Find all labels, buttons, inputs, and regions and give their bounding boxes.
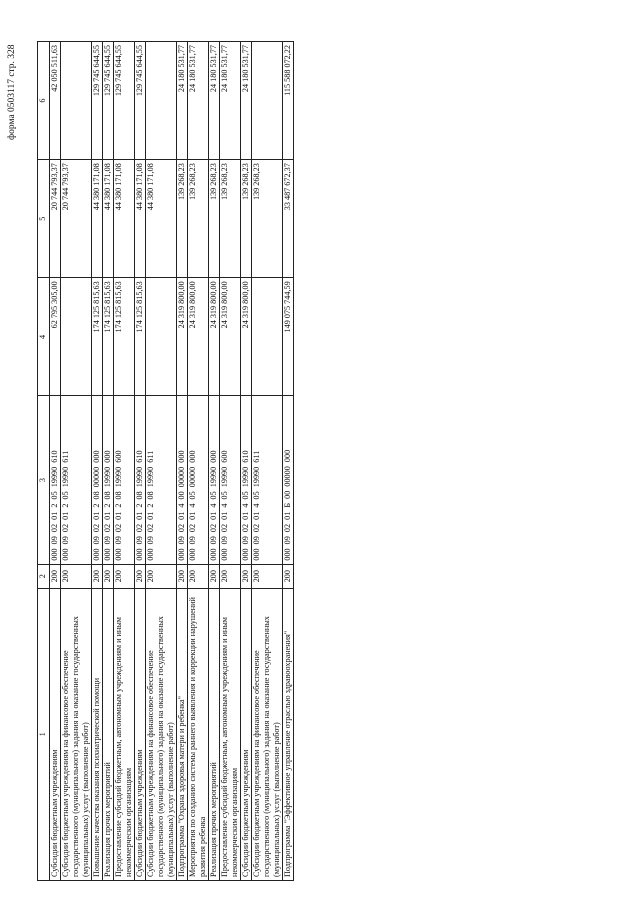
row-line-code: 200	[92, 564, 103, 588]
row-unexecuted	[146, 42, 177, 160]
row-name: Субсидии бюджетным учреждениям на финансовое обеспечение государственного (муниципального) задания на оказание государственных (муниципальных) услуг (выполнение работ)	[146, 588, 177, 880]
table-row	[177, 42, 188, 881]
row-approved: 174 125 815,63	[92, 278, 103, 396]
table-row	[61, 42, 92, 881]
row-unexecuted: 24 180 531,77	[188, 42, 209, 160]
col-header-1: 1	[38, 588, 50, 880]
row-unexecuted: 129 745 644,55	[114, 42, 135, 160]
row-name: Реализация прочих мероприятий	[103, 588, 114, 880]
table-row	[188, 42, 209, 881]
row-approved: 62 795 305,00	[50, 278, 61, 396]
table-row	[135, 42, 146, 881]
row-line-code: 200	[209, 564, 220, 588]
row-budget-code: 000 09 02 01 Б 00 00000 000	[283, 396, 294, 564]
row-budget-code: 000 09 02 01 4 05 00000 000	[188, 396, 209, 564]
row-approved: 174 125 815,63	[103, 278, 114, 396]
row-line-code: 200	[50, 564, 61, 588]
row-executed: 44 380 171,08	[135, 160, 146, 278]
row-executed: 33 487 672,37	[283, 160, 294, 278]
row-approved: 174 125 815,63	[135, 278, 146, 396]
row-approved: 24 319 800,00	[220, 278, 241, 396]
table-row	[50, 42, 61, 881]
row-approved	[252, 278, 283, 396]
header-row	[38, 42, 50, 881]
row-executed: 44 380 171,08	[114, 160, 135, 278]
row-approved: 149 075 744,59	[283, 278, 294, 396]
row-name: Субсидии бюджетным учреждениям	[241, 588, 252, 880]
row-approved	[146, 278, 177, 396]
row-executed: 139 268,23	[209, 160, 220, 278]
col-header-2: 2	[38, 564, 50, 588]
row-line-code: 200	[114, 564, 135, 588]
row-budget-code: 000 09 02 01 2 05 19990 611	[61, 396, 92, 564]
row-budget-code: 000 09 02 01 2 08 19990 611	[146, 396, 177, 564]
row-unexecuted: 129 745 644,55	[92, 42, 103, 160]
table-body	[50, 42, 294, 881]
col-header-5: 5	[38, 160, 50, 278]
row-unexecuted: 24 180 531,77	[220, 42, 241, 160]
table-row	[209, 42, 220, 881]
row-executed: 44 380 171,08	[146, 160, 177, 278]
row-budget-code: 000 09 02 01 2 08 19990 610	[135, 396, 146, 564]
col-header-3: 3	[38, 396, 50, 564]
row-unexecuted	[61, 42, 92, 160]
row-name: Повышение качества оказания психиатрической помощи	[92, 588, 103, 880]
row-executed: 139 268,23	[177, 160, 188, 278]
row-budget-code: 000 09 02 01 2 08 19990 600	[114, 396, 135, 564]
row-unexecuted: 115 588 072,22	[283, 42, 294, 160]
row-line-code: 200	[61, 564, 92, 588]
row-budget-code: 000 09 02 01 4 05 19990 611	[252, 396, 283, 564]
row-executed: 20 744 793,37	[50, 160, 61, 278]
row-name: Субсидии бюджетным учреждениям на финансовое обеспечение государственного (муниципального) задания на оказание государственных (муниципальных) услуг (выполнение работ)	[252, 588, 283, 880]
row-line-code: 200	[103, 564, 114, 588]
row-approved: 24 319 800,00	[209, 278, 220, 396]
row-line-code: 200	[177, 564, 188, 588]
row-budget-code: 000 09 02 01 2 05 19990 610	[50, 396, 61, 564]
row-line-code: 200	[252, 564, 283, 588]
row-unexecuted	[252, 42, 283, 160]
row-unexecuted: 24 180 531,77	[177, 42, 188, 160]
row-line-code: 200	[146, 564, 177, 588]
col-header-6: 6	[38, 42, 50, 160]
row-line-code: 200	[188, 564, 209, 588]
row-executed: 139 268,23	[188, 160, 209, 278]
row-budget-code: 000 09 02 01 2 08 19990 000	[103, 396, 114, 564]
row-executed: 20 744 793,37	[61, 160, 92, 278]
table-row	[146, 42, 177, 881]
row-approved: 24 319 800,00	[177, 278, 188, 396]
row-approved: 24 319 800,00	[241, 278, 252, 396]
table-row	[92, 42, 103, 881]
row-line-code: 200	[283, 564, 294, 588]
row-unexecuted: 42 050 511,63	[50, 42, 61, 160]
row-name: Субсидии бюджетным учреждениям на финансовое обеспечение государственного (муниципального) задания на оказание государственных (муниципальных) услуг (выполнение работ)	[61, 588, 92, 880]
table-row	[252, 42, 283, 881]
form-label: форма 0503117 стр. 328	[7, 44, 17, 140]
row-budget-code: 000 09 02 01 2 08 00000 000	[92, 396, 103, 564]
row-line-code: 200	[135, 564, 146, 588]
col-header-4: 4	[38, 278, 50, 396]
row-executed: 139 268,23	[241, 160, 252, 278]
row-approved: 174 125 815,63	[114, 278, 135, 396]
row-budget-code: 000 09 02 01 4 00 00000 000	[177, 396, 188, 564]
row-unexecuted: 24 180 531,77	[209, 42, 220, 160]
row-name: Мероприятия по созданию системы раннего выявления и коррекции нарушений развития ребенка	[188, 588, 209, 880]
table-row	[283, 42, 294, 881]
row-name: Предоставление субсидий бюджетным, автономным учреждениям и иным некоммерческим организациям	[114, 588, 135, 880]
row-name: Подпрограмма "Охрана здоровья матери и ребенка"	[177, 588, 188, 880]
row-budget-code: 000 09 02 01 4 05 19990 000	[209, 396, 220, 564]
row-budget-code: 000 09 02 01 4 05 19990 600	[220, 396, 241, 564]
row-line-code: 200	[241, 564, 252, 588]
row-unexecuted: 24 180 531,77	[241, 42, 252, 160]
row-approved: 24 319 800,00	[188, 278, 209, 396]
table-row	[220, 42, 241, 881]
row-approved	[61, 278, 92, 396]
row-name: Предоставление субсидий бюджетным, автономным учреждениям и иным некоммерческим организациям	[220, 588, 241, 880]
table-row	[241, 42, 252, 881]
row-executed: 139 268,23	[252, 160, 283, 278]
row-name: Подпрограмма "Эффективное управление отраслью здравоохранения"	[283, 588, 294, 880]
row-executed: 44 380 171,08	[92, 160, 103, 278]
row-budget-code: 000 09 02 01 4 05 19990 610	[241, 396, 252, 564]
row-unexecuted: 129 745 644,55	[135, 42, 146, 160]
table-row	[103, 42, 114, 881]
row-executed: 139 268,23	[220, 160, 241, 278]
table-row	[114, 42, 135, 881]
budget-table	[37, 41, 294, 881]
row-name: Субсидии бюджетным учреждениям	[135, 588, 146, 880]
row-name: Реализация прочих мероприятий	[209, 588, 220, 880]
row-executed: 44 380 171,08	[103, 160, 114, 278]
row-name: Субсидии бюджетным учреждениям	[50, 588, 61, 880]
row-unexecuted: 129 745 644,55	[103, 42, 114, 160]
row-line-code: 200	[220, 564, 241, 588]
